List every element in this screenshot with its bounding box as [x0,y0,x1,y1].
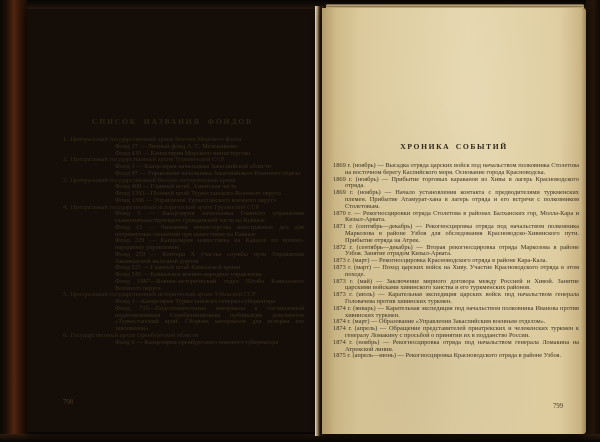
archive-name: Центральный государственный исторический архив Узбекской ССР [70,291,256,299]
archive-number: 1. [63,136,68,143]
events-list [322,163,586,360]
fund-line: Фонд 1 — Канцелярия начальника Закаспийской области [115,163,271,170]
fund-line: Фонд 400 — Главный штаб, Азиатская часть [115,183,237,191]
event-line: 1873 г. (май) — Заключение мирного договора между Россией и Хивой. Занятие царскими войсками хивинского ханства и его туркменских районов. [333,277,579,292]
fund-line: Фонд 545 — Кавказское военно-народное управление [115,271,262,278]
archive-name: Центральный государственный архив Туркменской ССР [70,156,225,164]
event-line: 1872 г. (сентябрь—декабрь) — Вторая рекогносцировка отряда Маркозова в районе Узбоя. Занятие отрядом Кизыл-Арвата. [333,243,579,258]
archive-number: 5. [63,291,68,299]
left-page-number: 798 [63,399,74,406]
event-line: 1870 г. — Рекогносцировки отряда Столетова в районах Балханских гор, Молла-Кара и Кизыл-Арвата. [333,209,579,224]
event-line: 1874 г. (апрель) — Обращение представителей приатрекских и челекенских туркмен к генералу Ломакину с просьбой о принятии их в подданство России. [333,325,579,339]
fund-line: Фонд 1087—Военно-исторический отдел Штаба Кавказского Военного округа [115,277,304,292]
archive-number: 3. [63,176,68,184]
event-line: 1869 г. (ноябрь) — Прибытие торговых караванов из Хивы в лагерь Красноводского отряда. [333,175,579,190]
archive-number: 4. [63,203,68,211]
event-line: 1869 г. (ноябрь) — Высадка отряда царских войск под начальством полковника Столетова на восточном берегу Каспийского моря. Основание города Красноводска. [333,162,579,176]
archive-number: 6. [63,331,68,339]
archive-number: 2. [63,156,68,164]
archive-name: Государственный архив Оренбургской области [70,331,199,339]
fund-line: Фонд 1393—Полевой штаб Туркестанского Военного округа [115,190,281,197]
archive-name: Центральный государственный Военно-исторический архив [70,176,236,184]
fund-line: Фонд 5 — Канцелярия начальника Главного управления главноначальствующего гражданской части на Кавказе [115,210,304,224]
left-page-title: СПИСОК НАЗВАНИЯ ФОНДОВ [92,117,253,126]
fund-line: Фонд 259 — Контора X участка службы пути Управления Закавказской железной дороги [115,250,304,265]
fonds-list [27,137,318,346]
fund-line: Фонд 229 — Канцелярия наместника на Кавказе по военно-народному управлению [115,237,304,251]
book-page-stack-edge-right [586,0,600,442]
fund-line: Фонд 715—Подготовительные материалы к составленной подполковником Серебренниковым публикации документов «Туркестанский край. Сборник материалов для истории его завоевания». [115,304,304,332]
archive-name: Центральный государственный исторический архив Грузинской ССР [70,203,260,211]
page-left [27,9,318,432]
fund-line: Фонд 1—Канцелярия Туркестанского генерал-губернатора [115,298,276,305]
fund-line: Фонд 6 — Канцелярия оренбургского военного губернатора [115,338,279,346]
fund-line: Фонд 17 — Личный фонд А. С. Меньшикова [115,142,237,150]
fund-line: Фонд 97 — Управление начальника Закаспийского Военного отдела [115,169,301,177]
event-line: 1874 г. (январь) — Карательная экспедиция под начальством полковника Иванова против хивинских туркмен. [333,304,579,319]
book-bottom-edge [0,434,600,442]
fund-line: Фонд 15 — Чиновник министерства иностранных дел для пограничных сношений при наместнике на Кавказе [115,223,304,238]
archive-name: Центральный государственный архив Военно-Морского флота [70,136,242,143]
fund-line: Фонд 521 — Главный штаб Кавказской армии [115,264,241,272]
event-line: 1874 г. (март) — Образование «Управления Закаспийским военным отделом». [333,318,546,326]
right-page-title: ХРОНИКА СОБЫТИЙ [400,142,508,151]
event-line: 1869 г. (ноябрь) — Начало установления контакта с предводителями туркменских племен. Прибытие Атамурат-хана в лагерь отряда и его встречи с полковником Столетовым. [333,189,579,210]
fund-line: Фонд 1396 — Управление Туркестанского военного округа [115,196,276,204]
event-line: 1875 г. (апрель—июнь) — Рекогносцировка Красноводского отряда в районе Узбоя. [333,352,562,360]
event-line: 1874 г. (ноябрь) — Рекогносцировка отряда под начальством генерала Ломакина на Атрекской линии. [333,338,579,353]
event-line: 1873 г. (март) — Рекогносцировка Красноводского отряда в районе Кара-Кала. [333,257,548,265]
page-right [322,8,586,434]
right-page-number: 799 [553,403,564,410]
event-line: 1871 г. (сентябрь—декабрь) — Рекогносцировка отряда под начальством полковника Маркозова в районе Узбоя для обследования Красноводско-Хивинского пути. Прибытие отряда на Атрек. [333,223,579,244]
event-line: 1873 г. (март) — Поход царских войск на Хиву. Участие Красноводского отряда в этом походе. [333,263,579,278]
book-cover-edge-left [0,0,27,442]
event-line: 1873 г. (июль) — Карательная экспедиция царских войск под начальством генерала Головачева против хивинских туркмен. [333,291,579,305]
fund-line: Фонд 410 — Канцелярия Морского министерства [115,149,251,157]
